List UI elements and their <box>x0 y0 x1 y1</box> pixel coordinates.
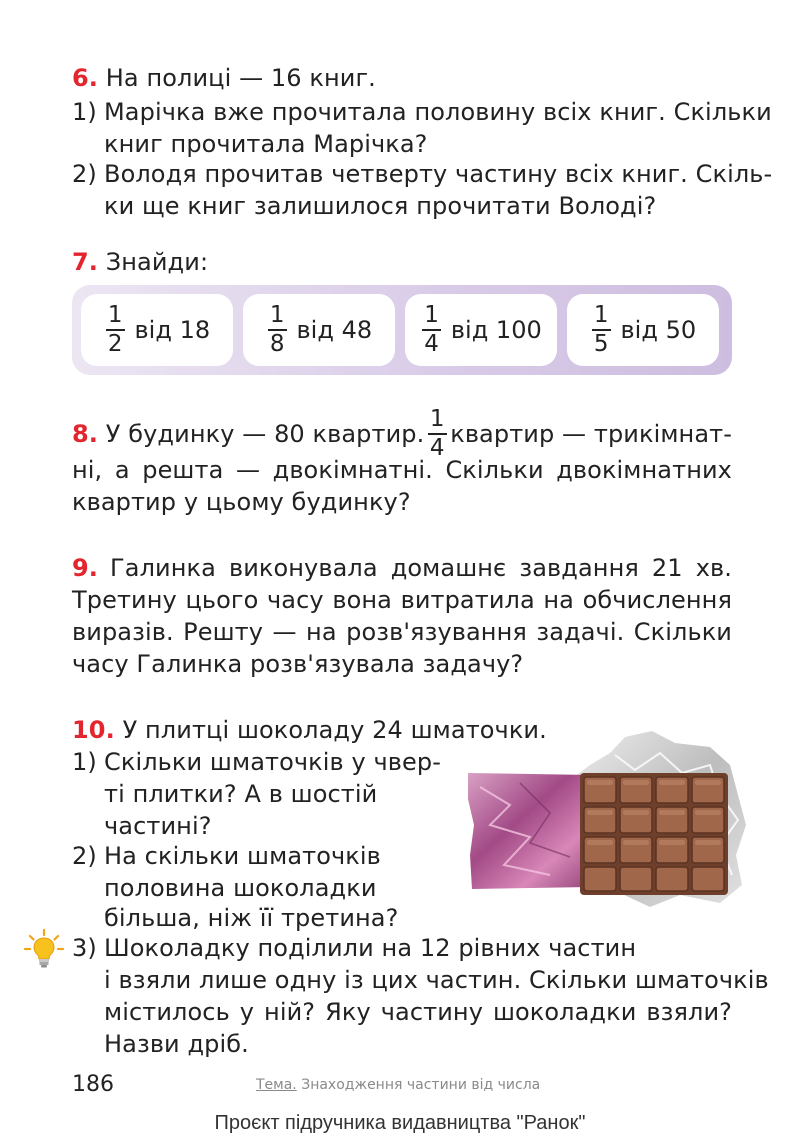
task8-line3: квартир у цьому будинку? <box>72 488 411 516</box>
lightbulb-icon <box>22 927 66 971</box>
task6-q2-line2: ки ще книг залишилося прочитати Володі? <box>104 192 657 220</box>
task7-card <box>405 294 557 366</box>
task10-q3-line4: Назви дріб. <box>104 1030 249 1058</box>
task6-q1-number: 1) <box>72 98 97 126</box>
task10-number: 10. <box>72 716 115 744</box>
task10-q3-line1: Шоколадку поділили на 12 рівних частин <box>104 934 637 962</box>
task6-q1-line2: книг прочитала Марічка? <box>104 130 428 158</box>
topic-text: Знаходження частини від числа <box>301 1077 541 1093</box>
task10-q1-line2: ті плитки? А в шостій <box>104 780 378 808</box>
task10-q1-line3: частині? <box>104 812 212 840</box>
fraction-numerator: 1 <box>592 304 611 331</box>
task7-intro <box>72 246 208 278</box>
task7-panel <box>72 285 732 375</box>
task7-card-label: від 48 <box>296 316 373 344</box>
task6-q2-line1: Володя прочитав четверту частину всіх книг. Скіль- <box>104 160 773 188</box>
task7-card-label: від 50 <box>620 316 697 344</box>
fraction-numerator: 1 <box>422 304 441 331</box>
task9-line4: часу Галинка розв'язувала задачу? <box>72 650 524 678</box>
fraction-numerator: 1 <box>268 304 287 331</box>
task6-q1-line1: Марічка вже прочитала половину всіх книг. Скільки <box>104 98 772 126</box>
task10-q1-line1: Скільки шматочків у чвер- <box>104 748 441 776</box>
fraction <box>268 304 287 356</box>
task10-q2-number: 2) <box>72 842 97 870</box>
task8-line1-after: квартир — трикімнат- <box>450 420 732 448</box>
fraction <box>592 304 611 356</box>
task7-card <box>243 294 395 366</box>
task10-q3-number: 3) <box>72 934 97 962</box>
task8-line2: ні, а решта — двокімнатні. Скільки двокімнатних <box>72 456 732 484</box>
fraction-denominator: 5 <box>593 331 609 357</box>
topic-label: Тема. <box>256 1077 297 1093</box>
fraction <box>428 408 447 460</box>
task10-q2-line1: На скільки шматочків <box>104 842 381 870</box>
page-topic <box>256 1077 540 1093</box>
task6-q2-number: 2) <box>72 160 97 188</box>
task9-line1 <box>72 552 732 584</box>
fraction-denominator: 4 <box>424 331 439 357</box>
task7-card-label: від 100 <box>450 316 542 344</box>
fraction-numerator: 1 <box>106 304 125 331</box>
page-number: 186 <box>72 1072 114 1097</box>
task8-line1-before: У будинку — 80 квартир. <box>105 420 425 448</box>
fraction-denominator: 8 <box>269 331 285 357</box>
task6-number: 6. <box>72 64 99 92</box>
task10-q1-number: 1) <box>72 748 97 776</box>
fraction-denominator: 2 <box>107 331 123 357</box>
task7-card <box>81 294 233 366</box>
task7-card <box>567 294 719 366</box>
publisher-credit: Проєкт підручника видавництва "Ранок" <box>214 1112 586 1134</box>
task8-number: 8. <box>72 420 99 448</box>
fraction <box>106 304 125 356</box>
task6-intro <box>72 62 376 94</box>
task7-number: 7. <box>72 248 99 276</box>
task7-intro-text: Знайди: <box>105 248 209 276</box>
task10-q2-line2: половина шоколадки <box>104 874 377 902</box>
fraction-denominator: 4 <box>429 435 445 461</box>
task9-number: 9. <box>72 554 99 582</box>
fraction <box>422 304 441 356</box>
task9-line1-text: Галинка виконувала домашнє завдання 21 хв. <box>110 554 732 582</box>
task9-line3: виразів. Решту — на розв'язування задачі. Скільки <box>72 618 732 646</box>
task10-q2-line3: більша, ніж її третина? <box>104 904 399 932</box>
task10-q3-line2: і взяли лише одну із цих частин. Скільки шматочків <box>104 966 769 994</box>
task6-intro-text: На полиці — 16 книг. <box>105 64 376 92</box>
task10-q3-line3: містилось у ній? Яку частину шоколадки взяли? <box>104 998 732 1026</box>
task10-intro-text: У плитці шоколаду 24 шматочки. <box>122 716 547 744</box>
chocolate-bar-image <box>420 725 750 915</box>
fraction-numerator: 1 <box>428 408 447 435</box>
task9-line2: Третину цього часу вона витратила на обчислення <box>72 586 732 614</box>
task7-card-label: від 18 <box>134 316 211 344</box>
